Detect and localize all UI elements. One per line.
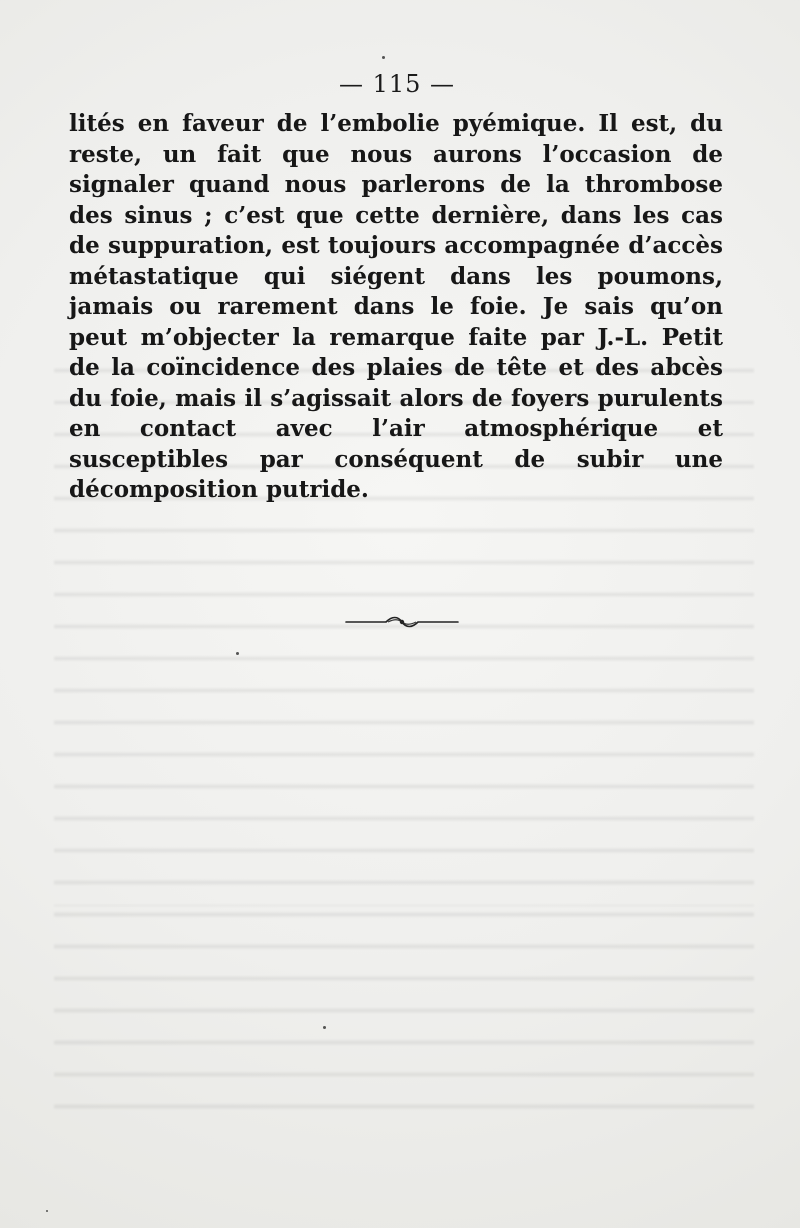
dust-speck (46, 1210, 48, 1212)
page-number: — 115 — (338, 70, 456, 98)
dust-speck (382, 56, 385, 59)
dust-speck (236, 652, 239, 655)
ornamental-divider-icon (344, 614, 460, 630)
main-paragraph: lités en faveur de l’embolie pyémique. Il est, du reste, un fait que nous aurons l’occasion de signaler quand nous parlerons de la thrombose des sinus ; c’est que cette dernière, dans les cas de suppuration, est toujours accompagnée d’accès métastatique qui siégent dans les poumons, jamais ou rarement dans le foie. Je sais qu’on peut m’objecter la remarque faite par J.-L. Petit de la coïncidence des plaies de tête et des abcès du foie, mais il s’agissait alors de foyers purulents en contact avec l’air atmosphérique et susceptibles par conséquent de subir une décomposition putride. (69, 110, 723, 503)
dust-speck (323, 1026, 326, 1029)
